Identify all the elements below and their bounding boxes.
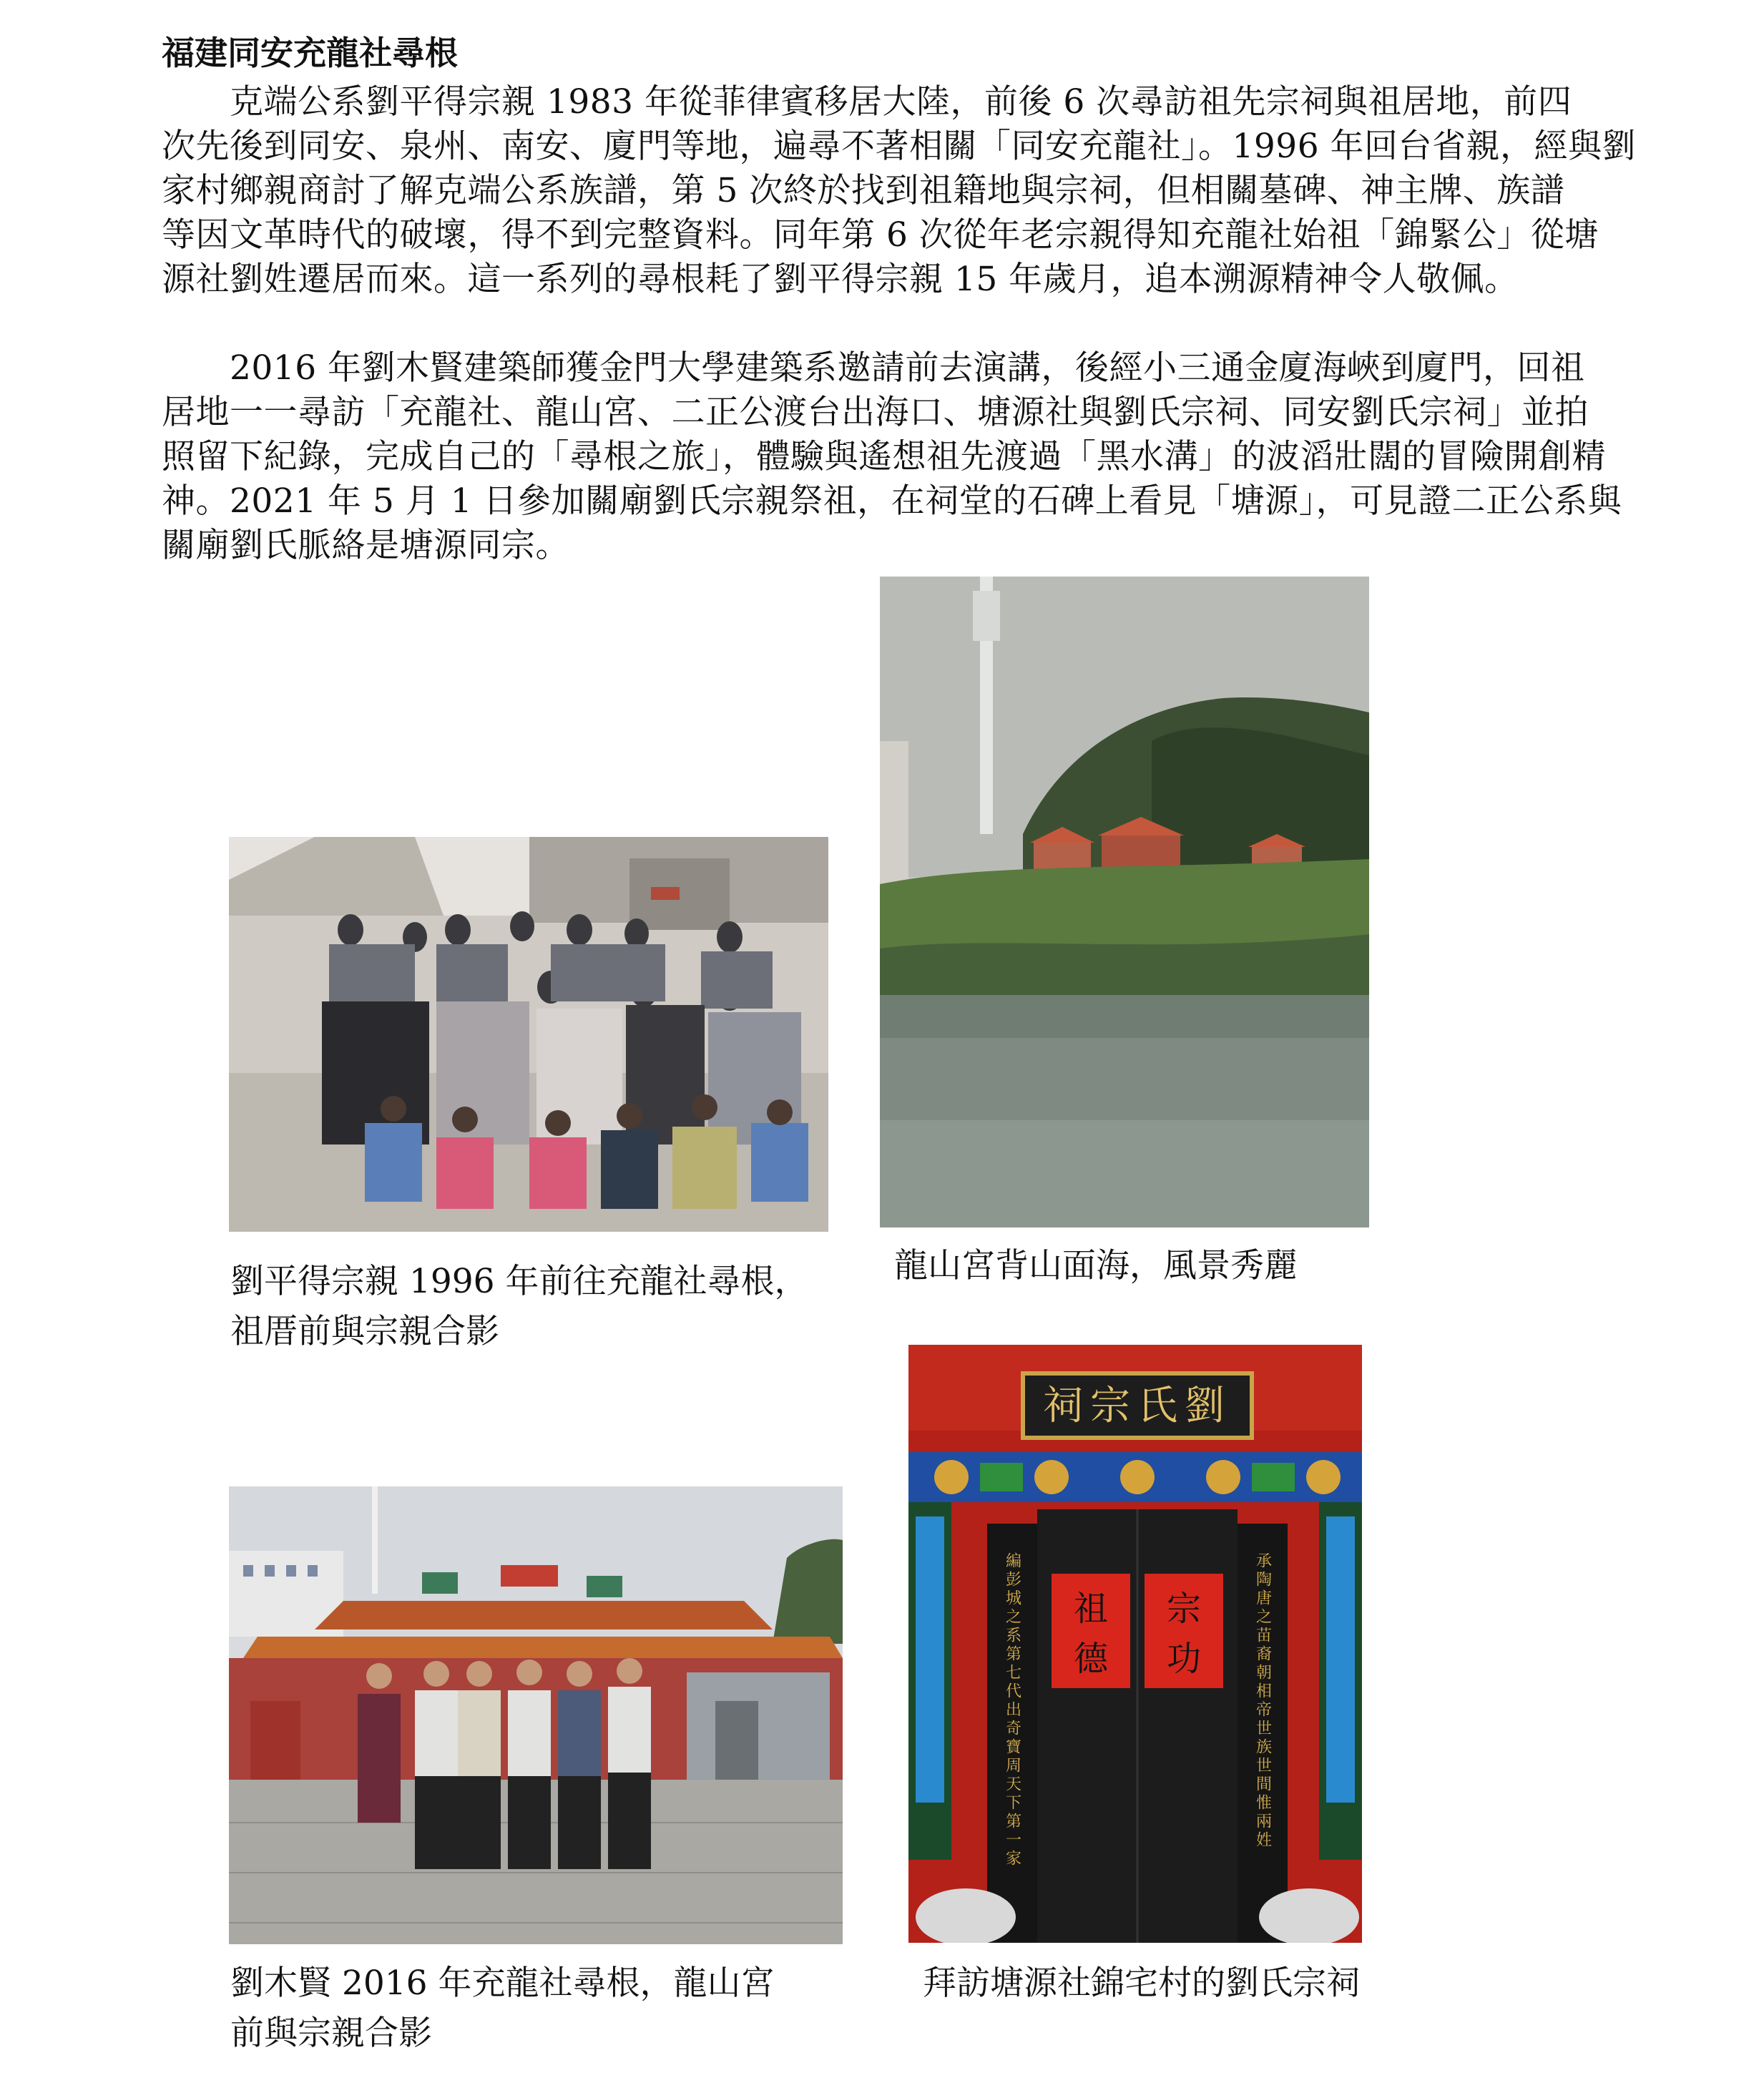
paragraph-line: 關廟劉氏脈絡是塘源同宗。 (162, 526, 569, 565)
red-tag-zong: 宗 (1166, 1589, 1202, 1629)
hall-plaque-text: 祠宗氏劉 (1043, 1383, 1232, 1429)
paragraph-line: 次先後到同安、泉州、南安、廈門等地，遍尋不著相關「同安充龍社」。1996 年回台省親，經與劉 (162, 127, 1637, 166)
red-tag-zu: 祖 (1073, 1589, 1109, 1629)
caption-line: 祖厝前與宗親合影 (230, 1312, 499, 1351)
caption-group-2016 (230, 1959, 775, 2059)
caption-line: 龍山宮背山面海，風景秀麗 (894, 1246, 1298, 1285)
paragraph-2 (162, 346, 1622, 568)
paragraph-line: 神。2021 年 5 月 1 日參加關廟劉氏宗親祭祖，在祠堂的石碑上看見「塘源」，可見證二正公系與 (162, 481, 1622, 521)
paragraph-line: 照留下紀錄，完成自己的「尋根之旅」，體驗與遙想祖先渡過「黑水溝」的波滔壯闊的冒險開創精 (162, 437, 1606, 476)
page-title: 福建同安充龍社尋根 (162, 34, 458, 72)
longshan-temple-photo (880, 577, 1369, 1227)
caption-group-1996 (230, 1257, 808, 1357)
caption-longshan-temple (894, 1241, 1298, 1291)
paragraph-line: 源社劉姓遷居而來。這一系列的尋根耗了劉平得宗親 15 年歲月，追本溯源精神令人敬佩。 (162, 260, 1519, 299)
caption-line: 劉平得宗親 1996 年前往充龍社尋根， (230, 1262, 808, 1301)
caption-line: 拜訪塘源社錦宅村的劉氏宗祠 (923, 1964, 1360, 2003)
ancestral-hall-photo (908, 1345, 1362, 1943)
caption-line: 前與宗親合影 (230, 2014, 432, 2053)
paragraph-line: 等因文革時代的破壞，得不到完整資料。同年第 6 次從年老宗親得知充龍社始祖「錦緊公」從塘 (162, 215, 1599, 255)
left-couplet: 編彭城之系第七代出奇寶周天下第一家 (1003, 1552, 1021, 1868)
red-tag-de: 德 (1073, 1639, 1109, 1679)
paragraph-line: 克端公系劉平得宗親 1983 年從菲律賓移居大陸，前後 6 次尋訪祖先宗祠與祖居地，前四 (230, 82, 1572, 122)
paragraph-line: 居地一一尋訪「充龍社、龍山宮、二正公渡台出海口、塘源社與劉氏宗祠、同安劉氏宗祠」並拍 (162, 393, 1589, 432)
group-photo-2016 (229, 1486, 843, 1944)
paragraph-line: 家村鄉親商討了解克端公系族譜，第 5 次終於找到祖籍地與宗祠，但相關墓碑、神主牌、族譜 (162, 171, 1565, 210)
group-photo-1996 (229, 837, 828, 1232)
red-tag-gong: 功 (1166, 1639, 1202, 1679)
caption-ancestral-hall (923, 1959, 1360, 2009)
right-couplet: 承陶唐之苗裔朝相帝世族世間惟兩姓 (1253, 1552, 1272, 1850)
paragraph-line: 2016 年劉木賢建築師獲金門大學建築系邀請前去演講，後經小三通金廈海峽到廈門，回祖 (230, 348, 1585, 388)
paragraph-1 (162, 80, 1637, 302)
caption-line: 劉木賢 2016 年充龍社尋根，龍山宮 (230, 1964, 775, 2003)
